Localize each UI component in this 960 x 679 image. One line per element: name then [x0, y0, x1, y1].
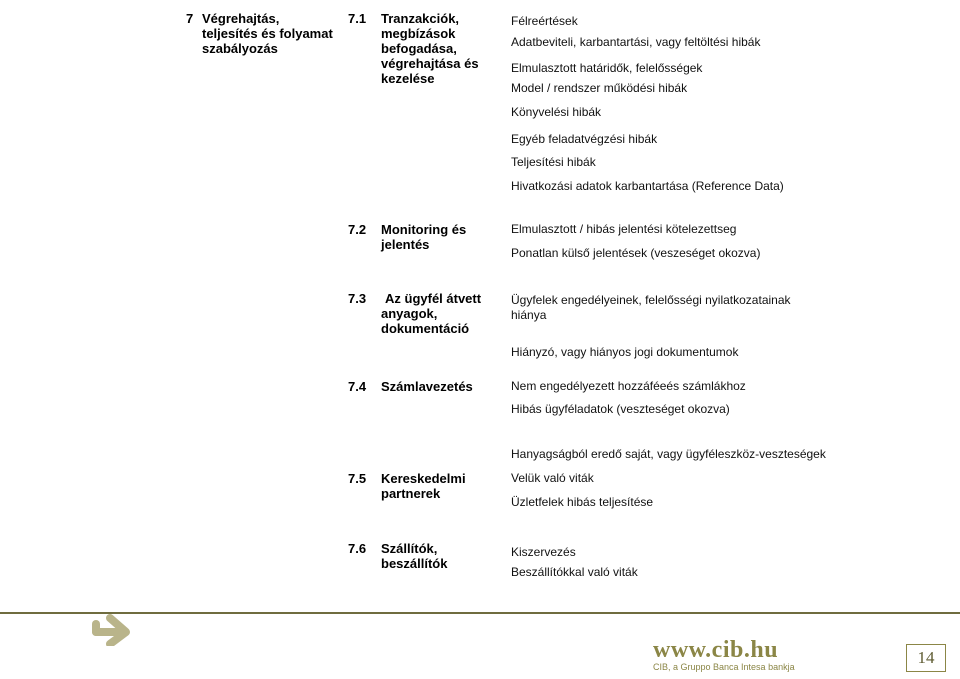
- section-title-line: szabályozás: [202, 41, 278, 56]
- logo-tagline: CIB, a Gruppo Banca Intesa bankja: [653, 662, 795, 672]
- subsection-title: [381, 541, 506, 571]
- risk-item: Elmulasztott / hibás jelentési kötelezettseg: [511, 222, 737, 236]
- subsection-number: 7.1: [348, 11, 367, 26]
- risk-item: Beszállítókkal való viták: [511, 565, 638, 579]
- risk-item: Félreértések: [511, 14, 578, 28]
- subsection-title-line: dokumentáció: [381, 321, 470, 336]
- section-title-line: teljesítés és folyamat: [202, 26, 333, 41]
- section-number: 7: [186, 11, 194, 26]
- risk-item: Hivatkozási adatok karbantartása (Reference Data): [511, 179, 784, 193]
- risk-item: Model / rendszer működési hibák: [511, 81, 688, 95]
- subsection-title-line: anyagok,: [381, 306, 438, 321]
- section-title: [202, 11, 342, 56]
- risk-item: Kiszervezés: [511, 545, 576, 559]
- risk-item: Hiányzó, vagy hiányos jogi dokumentumok: [511, 345, 739, 359]
- section-title-line: Végrehajtás,: [202, 11, 280, 26]
- subsection-title-line: jelentés: [381, 237, 430, 252]
- risk-item: Velük való viták: [511, 471, 594, 485]
- logo-url: www.cib.hu: [653, 637, 779, 663]
- risk-item: Egyéb feladatvégzési hibák: [511, 132, 658, 146]
- subsection-title-line: Szállítók, beszállítók: [381, 541, 448, 571]
- subsection-number: 7.5: [348, 471, 367, 486]
- subsection-title: [381, 11, 501, 86]
- subsection-number: 7.4: [348, 379, 367, 394]
- subsection-number: 7.2: [348, 222, 367, 237]
- subsection-title-line: Kereskedelmi: [381, 471, 466, 486]
- subsection-number: 7.3: [348, 291, 367, 306]
- risk-item: Nem engedélyezett hozzáféeés számlákhoz: [511, 379, 746, 393]
- right-arrow-icon: [92, 590, 138, 651]
- subsection-title-line: befogadása,: [381, 41, 457, 56]
- subsection-title: [381, 222, 501, 252]
- page-number: 14: [906, 644, 946, 672]
- subsection-title: [381, 291, 506, 336]
- risk-item: [511, 293, 791, 323]
- risk-item: Könyvelési hibák: [511, 105, 602, 119]
- subsection-title-line: Monitoring és: [381, 222, 467, 237]
- risk-item: Elmulasztott határidők, felelősségek: [511, 61, 703, 75]
- subsection-title: [381, 471, 506, 501]
- subsection-title-line: partnerek: [381, 486, 441, 501]
- risk-item-line: hiánya: [511, 308, 547, 322]
- subsection-title-line: Az ügyfél átvett: [385, 291, 482, 306]
- subsection-title-line: Tranzakciók,: [381, 11, 460, 26]
- footer-rule: [0, 612, 960, 614]
- subsection-title: [381, 379, 506, 394]
- risk-item: Ponatlan külső jelentések (veszeséget okozva): [511, 246, 761, 260]
- subsection-title-line: kezelése: [381, 71, 435, 86]
- subsection-title-line: Számlavezetés: [381, 379, 473, 394]
- risk-item: Adatbeviteli, karbantartási, vagy feltöltési hibák: [511, 35, 761, 49]
- risk-item: Teljesítési hibák: [511, 155, 596, 169]
- subsection-number: 7.6: [348, 541, 367, 556]
- risk-item: Hanyagságból eredő saját, vagy ügyféleszköz-veszteségek: [511, 447, 826, 461]
- subsection-title-line: megbízások: [381, 26, 456, 41]
- subsection-title-line: végrehajtása és: [381, 56, 479, 71]
- risk-item: Üzletfelek hibás teljesítése: [511, 495, 654, 509]
- risk-item-line: Ügyfelek engedélyeinek, felelősségi nyilatkozatainak: [511, 293, 791, 307]
- risk-item: Hibás ügyféladatok (veszteséget okozva): [511, 402, 730, 416]
- cib-logo[interactable]: [653, 637, 795, 672]
